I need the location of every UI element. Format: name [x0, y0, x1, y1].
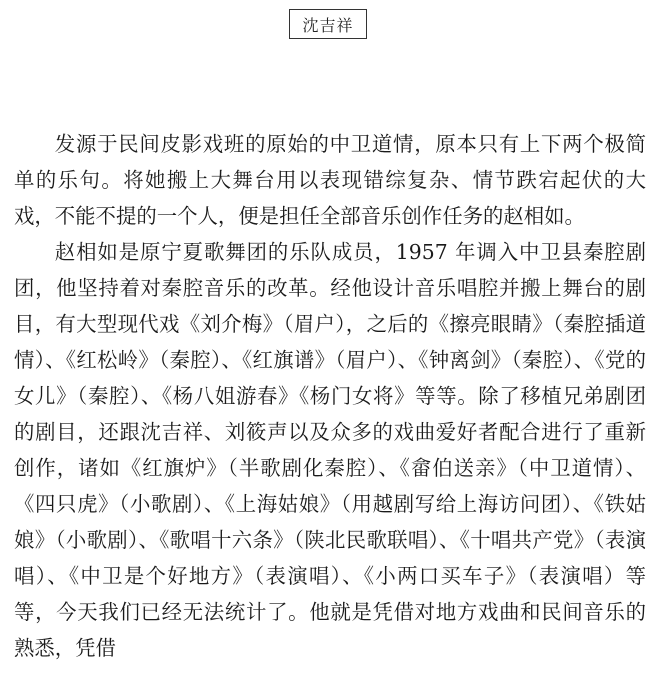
running-header-title: 沈吉祥	[289, 9, 367, 39]
paragraph-1: 发源于民间皮影戏班的原始的中卫道情，原本只有上下两个极简单的乐句。将她搬上大舞台用以表现错综复杂、情节跌宕起伏的大戏，不能不提的一个人，便是担任全部音乐创作任务的赵相如。	[14, 132, 646, 228]
paragraph-2: 赵相如是原宁夏歌舞团的乐队成员，1957 年调入中卫县秦腔剧团，他坚持着对秦腔音乐的改革。经他设计音乐唱腔并搬上舞台的剧目，有大型现代戏《刘介梅》（眉户），之后的《擦亮眼睛》（秦腔插道情）、《红松岭》（秦腔）、《红旗谱》（眉户）、《钟离剑》（秦腔）、《党的女儿》（秦腔）、《杨八姐游春》《杨门女将》等等。除了移植兄弟剧团的剧目，还跟沈吉祥、刘筱声以及众多的戏曲爱好者配合进行了重新创作，诸如《红旗炉》（半歌剧化秦腔）、《畲伯送亲》（中卫道情）、《四只虎》（小歌剧）、《上海姑娘》（用越剧写给上海访问团）、《铁姑娘》（小歌剧）、《歌唱十六条》（陕北民歌联唱）、《十唱共产党》（表演唱）、《中卫是个好地方》（表演唱）、《小两口买车子》（表演唱）等等，今天我们已经无法统计了。他就是凭借对地方戏曲和民间音乐的熟悉，凭借	[14, 240, 646, 660]
article-body	[14, 126, 646, 666]
